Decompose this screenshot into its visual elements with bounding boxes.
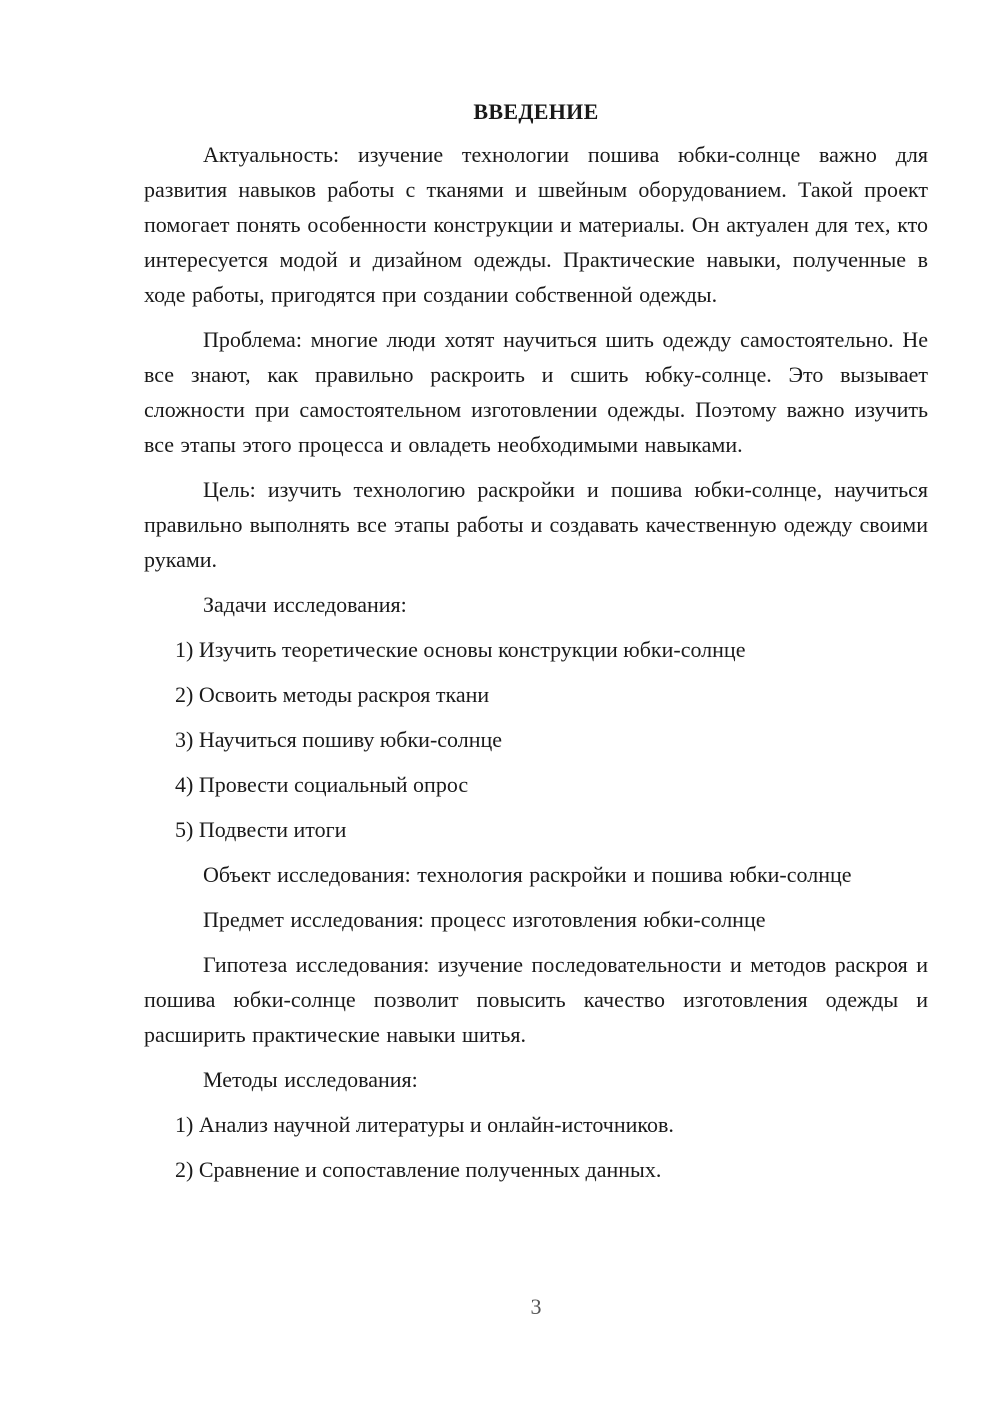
task-item-4: 4) Провести социальный опрос <box>175 772 469 797</box>
task-item-5: 5) Подвести итоги <box>175 817 347 842</box>
tasks-heading: Задачи исследования: <box>203 592 407 617</box>
task-item-3: 3) Научиться пошиву юбки-солнце <box>175 727 503 752</box>
problem-paragraph: Проблема: многие люди хотят научиться шить одежду самостоятельно. Не все знают, как правильно раскроить и сшить юбку-солнце. Это вызывает сложности при самостоятельном изготовлении одежды. Поэтому важно изучить все этапы этого процесса и овладеть необходимыми навыками. <box>144 327 928 457</box>
task-item-2: 2) Освоить методы раскроя ткани <box>175 682 490 707</box>
tasks-list <box>144 632 928 847</box>
method-item-2: 2) Сравнение и сопоставление полученных данных. <box>175 1157 662 1182</box>
relevance-paragraph: Актуальность: изучение технологии пошива юбки-солнце важно для развития навыков работы с тканями и швейным оборудованием. Такой проект помогает понять особенности конструкции и материалы. Он актуален для тех, кто интересуется модой и дизайном одежды. Практические навыки, полученные в ходе работы, пригодятся при создании собственной одежды. <box>144 142 928 307</box>
subject-paragraph: Предмет исследования: процесс изготовления юбки-солнце <box>203 907 766 932</box>
page-content <box>144 94 928 1197</box>
page-number: 3 <box>530 1294 542 1319</box>
methods-list <box>144 1107 928 1187</box>
goal-paragraph: Цель: изучить технологию раскройки и пошива юбки-солнце, научиться правильно выполнять все этапы работы и создавать качественную одежду своими руками. <box>144 477 928 572</box>
method-item-1: 1) Анализ научной литературы и онлайн-источников. <box>175 1112 674 1137</box>
task-item-1: 1) Изучить теоретические основы конструкции юбки-солнце <box>175 637 746 662</box>
hypothesis-paragraph: Гипотеза исследования: изучение последовательности и методов раскроя и пошива юбки-солнце позволит повысить качество изготовления одежды и расширить практические навыки шитья. <box>144 952 928 1047</box>
section-title: ВВЕДЕНИЕ <box>473 99 599 124</box>
methods-heading: Методы исследования: <box>203 1067 418 1092</box>
object-paragraph: Объект исследования: технология раскройки и пошива юбки-солнце <box>203 862 852 887</box>
